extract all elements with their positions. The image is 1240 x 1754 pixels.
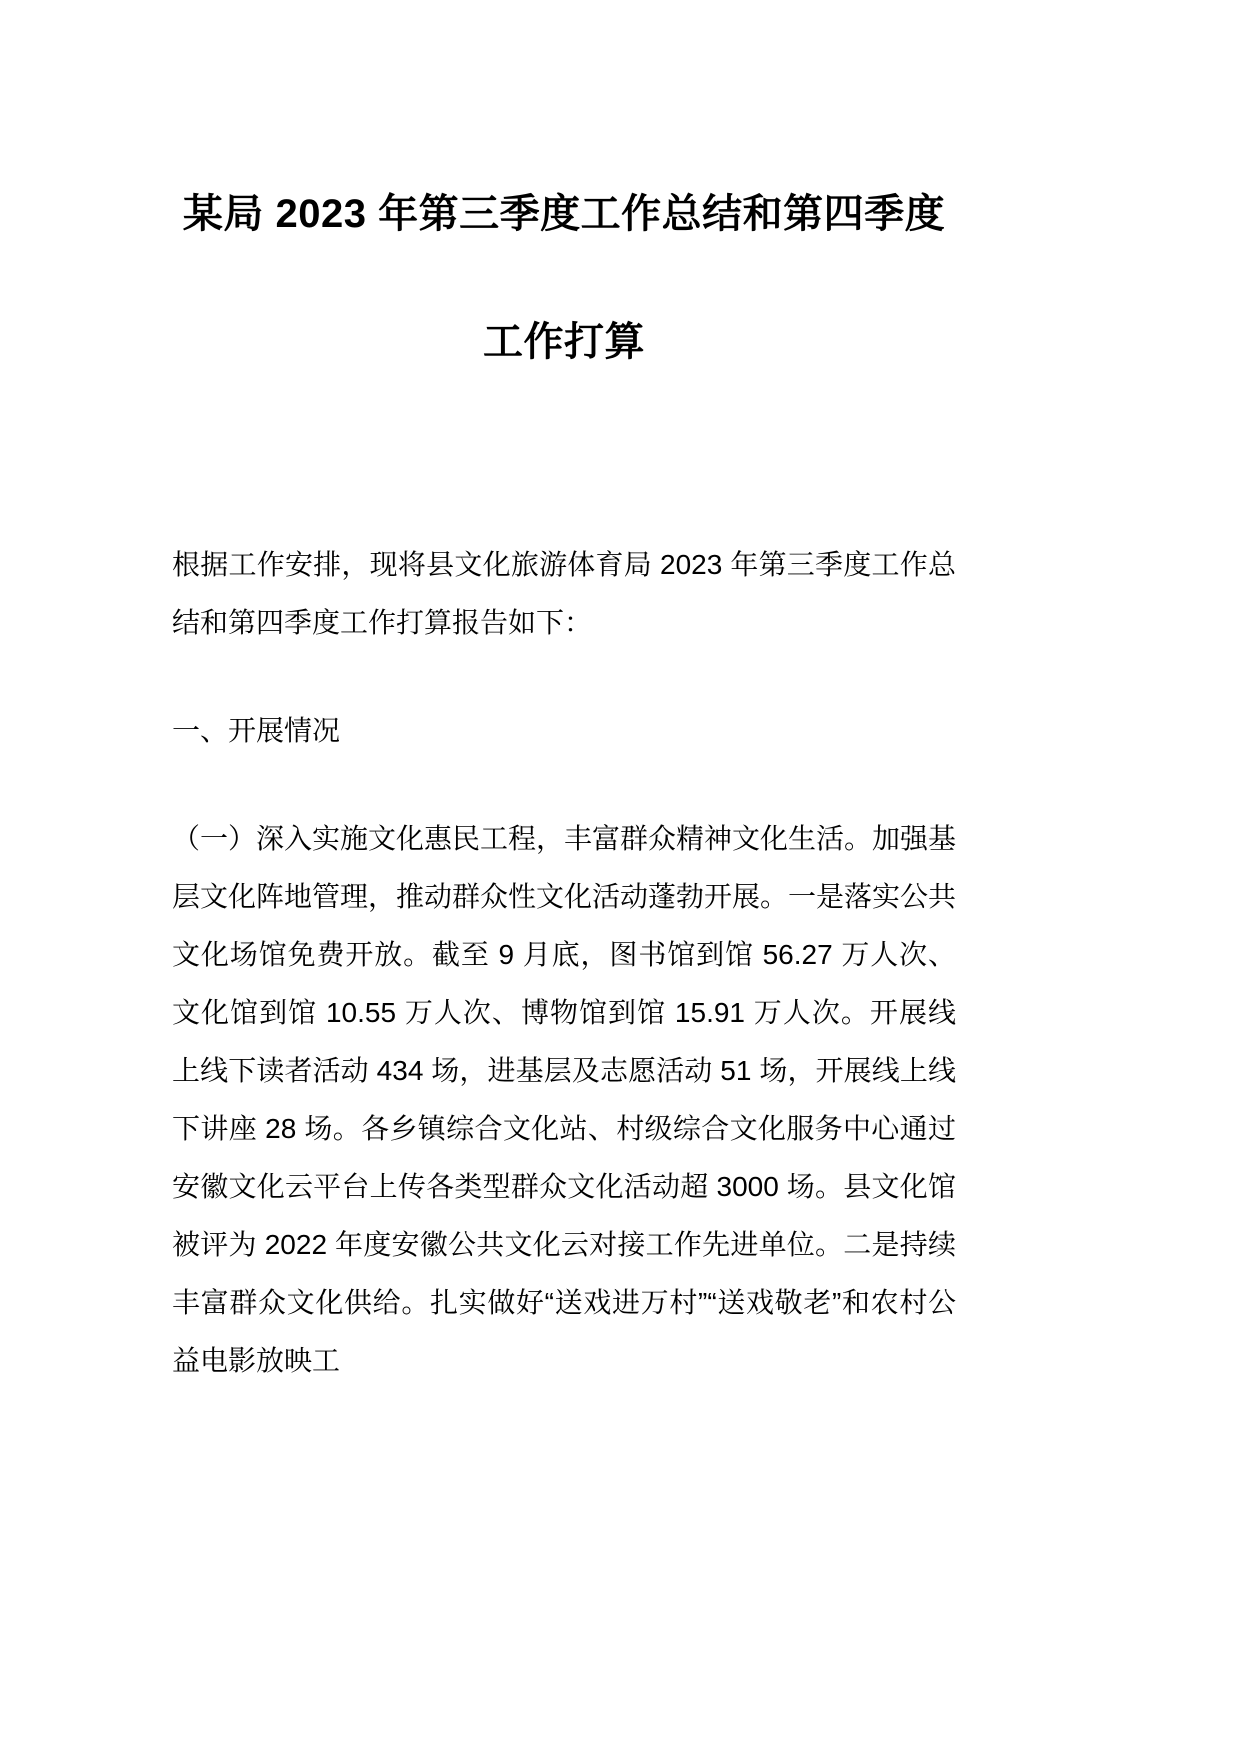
document-body bbox=[172, 536, 956, 1390]
document-title-line-1: 某局 2023 年第三季度工作总结和第四季度 bbox=[182, 192, 946, 236]
section-heading-one: 一、开展情况 bbox=[172, 715, 341, 746]
document-title bbox=[172, 0, 956, 406]
intro-paragraph: 根据工作安排，现将县文化旅游体育局 2023 年第三季度工作总结和第四季度工作打算报告如下： bbox=[172, 549, 956, 638]
document-title-line-2: 工作打算 bbox=[483, 320, 645, 364]
subsection-one-one-paragraph: （一）深入实施文化惠民工程，丰富群众精神文化生活。加强基层文化阵地管理，推动群众性文化活动蓬勃开展。一是落实公共文化场馆免费开放。截至 9 月底，图书馆到馆 56.27 万人次、文化馆到馆 10.55 万人次、博物馆到馆 15.91 万人次。开展线上线下读者活动 434 场，进基层及志愿活动 51 场，开展线上线下讲座 28 场。各乡镇综合文化站、村级综合文化服务中心通过安徽文化云平台上传各类型群众文化活动超 3000 场。县文化馆被评为 2022 年度安徽公共文化云对接工作先进单位。二是持续丰富群众文化供给。扎实做好“送戏进万村”“送戏敬老”和农村公益电影放映工 bbox=[172, 823, 957, 1376]
document-content bbox=[172, 0, 956, 1390]
